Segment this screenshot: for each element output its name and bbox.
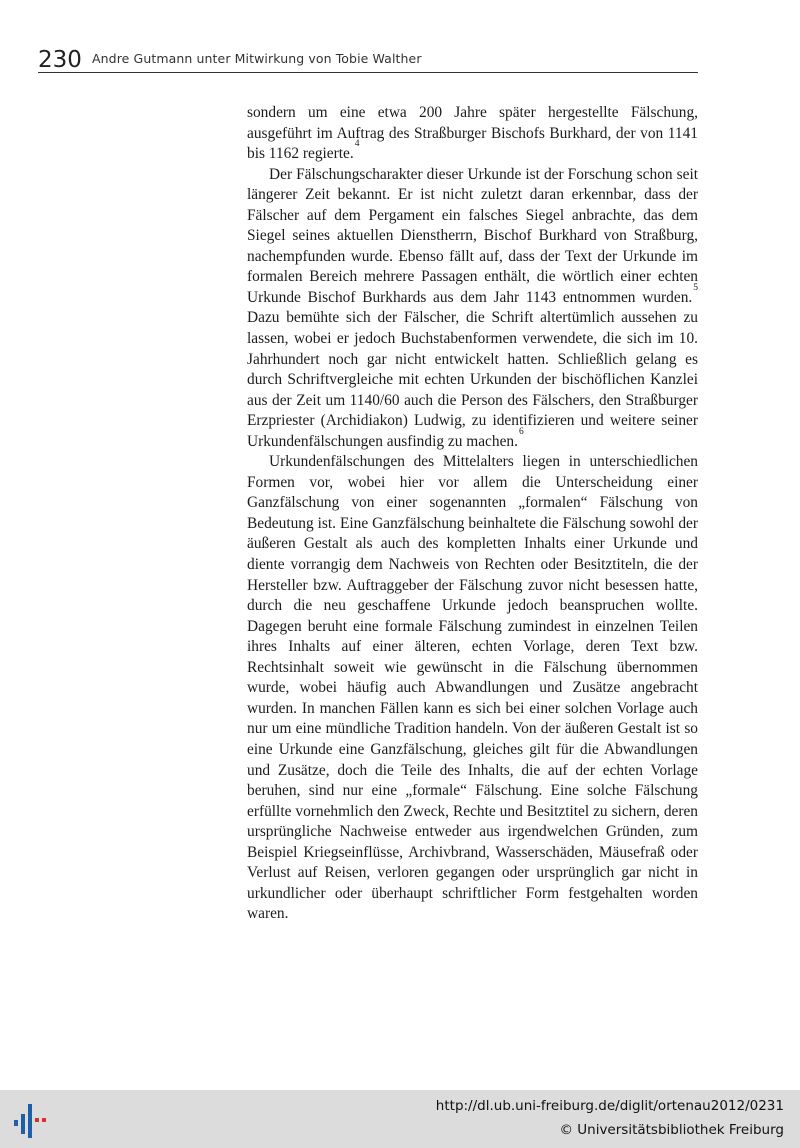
footnote-ref[interactable]: 4 <box>354 138 360 149</box>
ub-freiburg-logo-icon[interactable] <box>10 1100 50 1140</box>
footer-url-link[interactable]: http://dl.ub.uni-freiburg.de/diglit/ortenau2012/0231 <box>435 1098 784 1114</box>
paragraph-text: sondern um eine etwa 200 Jahre später hergestellte Fälschung, ausgeführt im Auftrag des Straßburger Bischofs Burkhard, der von 1141 bis 1162 regierte. <box>247 104 698 163</box>
page-header <box>38 44 698 73</box>
paragraph-text: Der Fälschungscharakter dieser Urkunde ist der Forschung schon seit längerer Zeit bekannt. Er ist nicht zuletzt daran erkennbar, dass der Fälscher auf dem Pergament ein falsches Siegel anbrachte, das dem Siegel seines aktuellen Dienstherrn, Bischof Burkhard von Straßburg, nachempfunden wurde. Ebenso fällt auf, dass der Text der Urkunde im formalen Bereich mehrere Passagen enthält, die wörtlich einer echten Urkunde Bischof Burkhards aus dem Jahr 1143 entnommen wurden. <box>247 165 698 306</box>
footnote-ref[interactable]: 5 <box>693 282 698 293</box>
footer-bar <box>0 1090 800 1148</box>
paragraph-text: Dazu bemühte sich der Fälscher, die Schrift altertümlich aussehen zu lassen, wobei er jedoch Buchstabenformen verwendete, die sich im 10. Jahrhundert noch gar nicht entwickelt hatten. Schließlich gelang es durch Schriftvergleiche mit echten Urkunden der bischöflichen Kanzlei aus der Zeit um 1140/60 auch die Person des Fälschers, den Straßburger Erzpriester (Archidiakon) Ludwig, zu identifizieren und weitere seiner Urkundenfälschungen ausfindig zu machen. <box>247 309 698 450</box>
footer-copyright: © Universitätsbibliothek Freiburg <box>559 1122 784 1138</box>
page-number: 230 <box>38 47 82 73</box>
running-title: Andre Gutmann unter Mitwirkung von Tobie Walther <box>92 51 422 66</box>
paragraph: Urkundenfälschungen des Mittelalters liegen in unterschiedlichen Formen vor, wobei hier vor allem die Unterscheidung einer Ganzfälschung von einer sogenannten „formalen“ Fälschung von Bedeutung ist. Eine Ganzfälschung beinhaltete die Fälschung sowohl der äußeren Gestalt als auch des kompletten Inhalts einer Urkunde und diente vorrangig dem Nachweis von Rechten oder Besitztiteln, die der Hersteller bzw. Auftraggeber der Fälschung zuvor nicht besessen hatte, durch die neu geschaffene Urkunde jedoch beanspruchen wollte. Dagegen beruht eine formale Fälschung zumindest in einzelnen Teilen ihres Inhalts auf einer älteren, echten Vorlage, deren Text bzw. Rechtsinhalt soweit wie gewünscht in die Fälschung übernommen wurde, wobei häufig auch Abwandlungen und Zusätze angebracht wurden. In manchen Fällen kann es sich bei einer solchen Vorlage auch nur um eine mündliche Tradition handeln. Von der äußeren Gestalt ist so eine Urkunde eine Ganzfälschung, gleiches gilt für die Abwandlungen und Zusätze, doch die Teile des Inhalts, die auf der echten Vorlage beruhen, sind nur eine „formale“ Fälschung. Eine solche Fälschung erfüllte vornehmlich den Zweck, Rechte und Besitztitel zu sichern, deren ursprüngliche Nachweise entweder aus irgendwelchen Gründen, zum Beispiel Kriegseinflüsse, Archivbrand, Wasserschäden, Mäusefraß oder Verlust auf Reisen, verloren gegangen oder ursprünglich gar nicht in urkundlicher oder überhaupt schriftlicher Form festgehalten worden waren. <box>247 453 698 923</box>
footnote-ref[interactable]: 6 <box>518 426 524 437</box>
body-text <box>247 103 698 925</box>
paragraph <box>247 165 698 453</box>
paragraph <box>247 103 698 165</box>
